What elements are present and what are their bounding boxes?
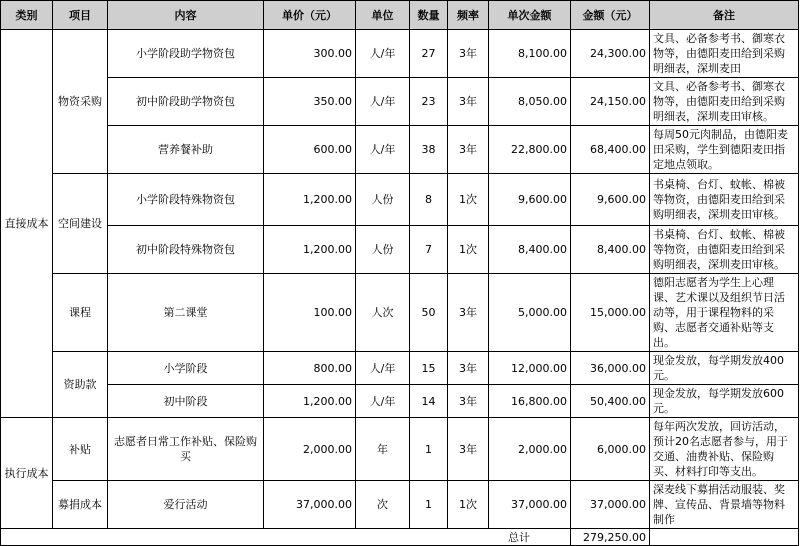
row-unit: 人/年 <box>356 78 410 126</box>
row-freq: 3年 <box>448 30 489 78</box>
row-price: 600.00 <box>264 126 356 174</box>
row-note: 德阳志愿者为学生上心理课、艺术课以及组织节日活动等，用于课程物料的采购、志愿者交通补贴等支出。 <box>650 274 799 352</box>
row-note: 现金发放，每学期发放600元。 <box>650 385 799 418</box>
row-content: 营养餐补助 <box>108 126 264 174</box>
row-unit: 人/年 <box>356 385 410 418</box>
row-amount: 24,300.00 <box>571 30 650 78</box>
row-content: 初中阶段助学物资包 <box>108 78 264 126</box>
row-amount: 68,400.00 <box>571 126 650 174</box>
row-price: 2,000.00 <box>264 418 356 481</box>
row-content: 爱行活动 <box>108 481 264 529</box>
project-space: 空间建设 <box>53 174 108 274</box>
row-amount: 36,000.00 <box>571 352 650 385</box>
row-unit: 年 <box>356 418 410 481</box>
project-fundraising: 募捐成本 <box>53 481 108 529</box>
row-amount: 6,000.00 <box>571 418 650 481</box>
row-single-amount: 8,050.00 <box>489 78 571 126</box>
row-single-amount: 22,800.00 <box>489 126 571 174</box>
table-row <box>1 385 799 418</box>
table-row <box>1 174 799 226</box>
row-freq: 3年 <box>448 126 489 174</box>
row-price: 1,200.00 <box>264 385 356 418</box>
row-price: 1,200.00 <box>264 226 356 274</box>
row-unit: 人/年 <box>356 30 410 78</box>
row-note: 书桌椅、台灯、蚊帐、棉被等物资，由德阳麦田给到采购明细表，深圳麦田审核。 <box>650 174 799 226</box>
row-content: 初中阶段特殊物资包 <box>108 226 264 274</box>
project-aid: 资助款 <box>53 352 108 418</box>
row-note: 每年两次发放，回访活动，预计20名志愿者参与，用于交通、油费补贴、保险购买、材料打印等支出。 <box>650 418 799 481</box>
row-freq: 1次 <box>448 174 489 226</box>
row-single-amount: 9,600.00 <box>489 174 571 226</box>
row-price: 300.00 <box>264 30 356 78</box>
header-project: 项目 <box>53 1 108 30</box>
row-note: 每周50元肉制品，由德阳麦田采购，学生到德阳麦田指定地点领取。 <box>650 126 799 174</box>
header-frequency: 频率 <box>448 1 489 30</box>
row-price: 800.00 <box>264 352 356 385</box>
row-content: 第二课堂 <box>108 274 264 352</box>
row-freq: 3年 <box>448 352 489 385</box>
row-freq: 3年 <box>448 385 489 418</box>
row-note: 现金发放，每学期发放400元。 <box>650 352 799 385</box>
row-freq: 1次 <box>448 226 489 274</box>
header-unit-price: 单价（元） <box>264 1 356 30</box>
project-course: 课程 <box>53 274 108 352</box>
header-quantity: 数量 <box>410 1 448 30</box>
header-amount: 金额（元） <box>571 1 650 30</box>
project-materials: 物资采购 <box>53 30 108 174</box>
row-content: 小学阶段助学物资包 <box>108 30 264 78</box>
total-row <box>1 529 799 546</box>
row-freq: 1次 <box>448 481 489 529</box>
row-single-amount: 8,400.00 <box>489 226 571 274</box>
row-single-amount: 37,000.00 <box>489 481 571 529</box>
row-note: 文具、必备参考书、御寒衣物等，由德阳麦田给到采购明细表，深圳麦田 <box>650 30 799 78</box>
row-note: 深麦线下募捐活动服装、奖牌、宣传品、背景墙等物料制作 <box>650 481 799 529</box>
row-price: 350.00 <box>264 78 356 126</box>
header-single-amount: 单次金额 <box>489 1 571 30</box>
row-qty: 8 <box>410 174 448 226</box>
header-unit: 单位 <box>356 1 410 30</box>
table-row <box>1 78 799 126</box>
category-exec-cost: 执行成本 <box>1 418 53 529</box>
row-unit: 人/年 <box>356 126 410 174</box>
row-qty: 14 <box>410 385 448 418</box>
row-freq: 3年 <box>448 418 489 481</box>
row-single-amount: 5,000.00 <box>489 274 571 352</box>
row-single-amount: 8,100.00 <box>489 30 571 78</box>
row-amount: 24,150.00 <box>571 78 650 126</box>
row-qty: 1 <box>410 418 448 481</box>
table-row <box>1 30 799 78</box>
row-unit: 人/年 <box>356 352 410 385</box>
header-content: 内容 <box>108 1 264 30</box>
row-amount: 37,000.00 <box>571 481 650 529</box>
row-content: 小学阶段 <box>108 352 264 385</box>
table-row <box>1 481 799 529</box>
header-category: 类别 <box>1 1 53 30</box>
row-price: 37,000.00 <box>264 481 356 529</box>
total-note-empty <box>650 529 799 546</box>
row-content: 志愿者日常工作补贴、保险购买 <box>108 418 264 481</box>
row-qty: 1 <box>410 481 448 529</box>
row-qty: 38 <box>410 126 448 174</box>
total-amount: 279,250.00 <box>571 529 650 546</box>
row-freq: 3年 <box>448 274 489 352</box>
row-qty: 23 <box>410 78 448 126</box>
header-notes: 备注 <box>650 1 799 30</box>
total-label: 总计 <box>1 529 571 546</box>
row-amount: 8,400.00 <box>571 226 650 274</box>
row-freq: 3年 <box>448 78 489 126</box>
table-row <box>1 126 799 174</box>
row-price: 1,200.00 <box>264 174 356 226</box>
row-note: 书桌椅、台灯、蚊帐、棉被等物资，由德阳麦田给到采购明细表，深圳麦田审核。 <box>650 226 799 274</box>
row-unit: 次 <box>356 481 410 529</box>
row-qty: 7 <box>410 226 448 274</box>
table-row <box>1 352 799 385</box>
row-unit: 人份 <box>356 226 410 274</box>
project-subsidy: 补贴 <box>53 418 108 481</box>
row-amount: 15,000.00 <box>571 274 650 352</box>
category-direct-cost: 直接成本 <box>1 30 53 418</box>
row-note: 文具、必备参考书、御寒衣物等，由德阳麦田给到采购明细表，深圳麦田审核。 <box>650 78 799 126</box>
table-row <box>1 226 799 274</box>
row-content: 小学阶段特殊物资包 <box>108 174 264 226</box>
row-qty: 50 <box>410 274 448 352</box>
row-unit: 人次 <box>356 274 410 352</box>
row-qty: 15 <box>410 352 448 385</box>
table-row <box>1 274 799 352</box>
table-row <box>1 418 799 481</box>
row-price: 100.00 <box>264 274 356 352</box>
row-single-amount: 16,800.00 <box>489 385 571 418</box>
row-qty: 27 <box>410 30 448 78</box>
row-content: 初中阶段 <box>108 385 264 418</box>
header-row <box>1 1 799 30</box>
row-amount: 50,400.00 <box>571 385 650 418</box>
row-single-amount: 12,000.00 <box>489 352 571 385</box>
row-unit: 人份 <box>356 174 410 226</box>
row-single-amount: 2,000.00 <box>489 418 571 481</box>
row-amount: 9,600.00 <box>571 174 650 226</box>
